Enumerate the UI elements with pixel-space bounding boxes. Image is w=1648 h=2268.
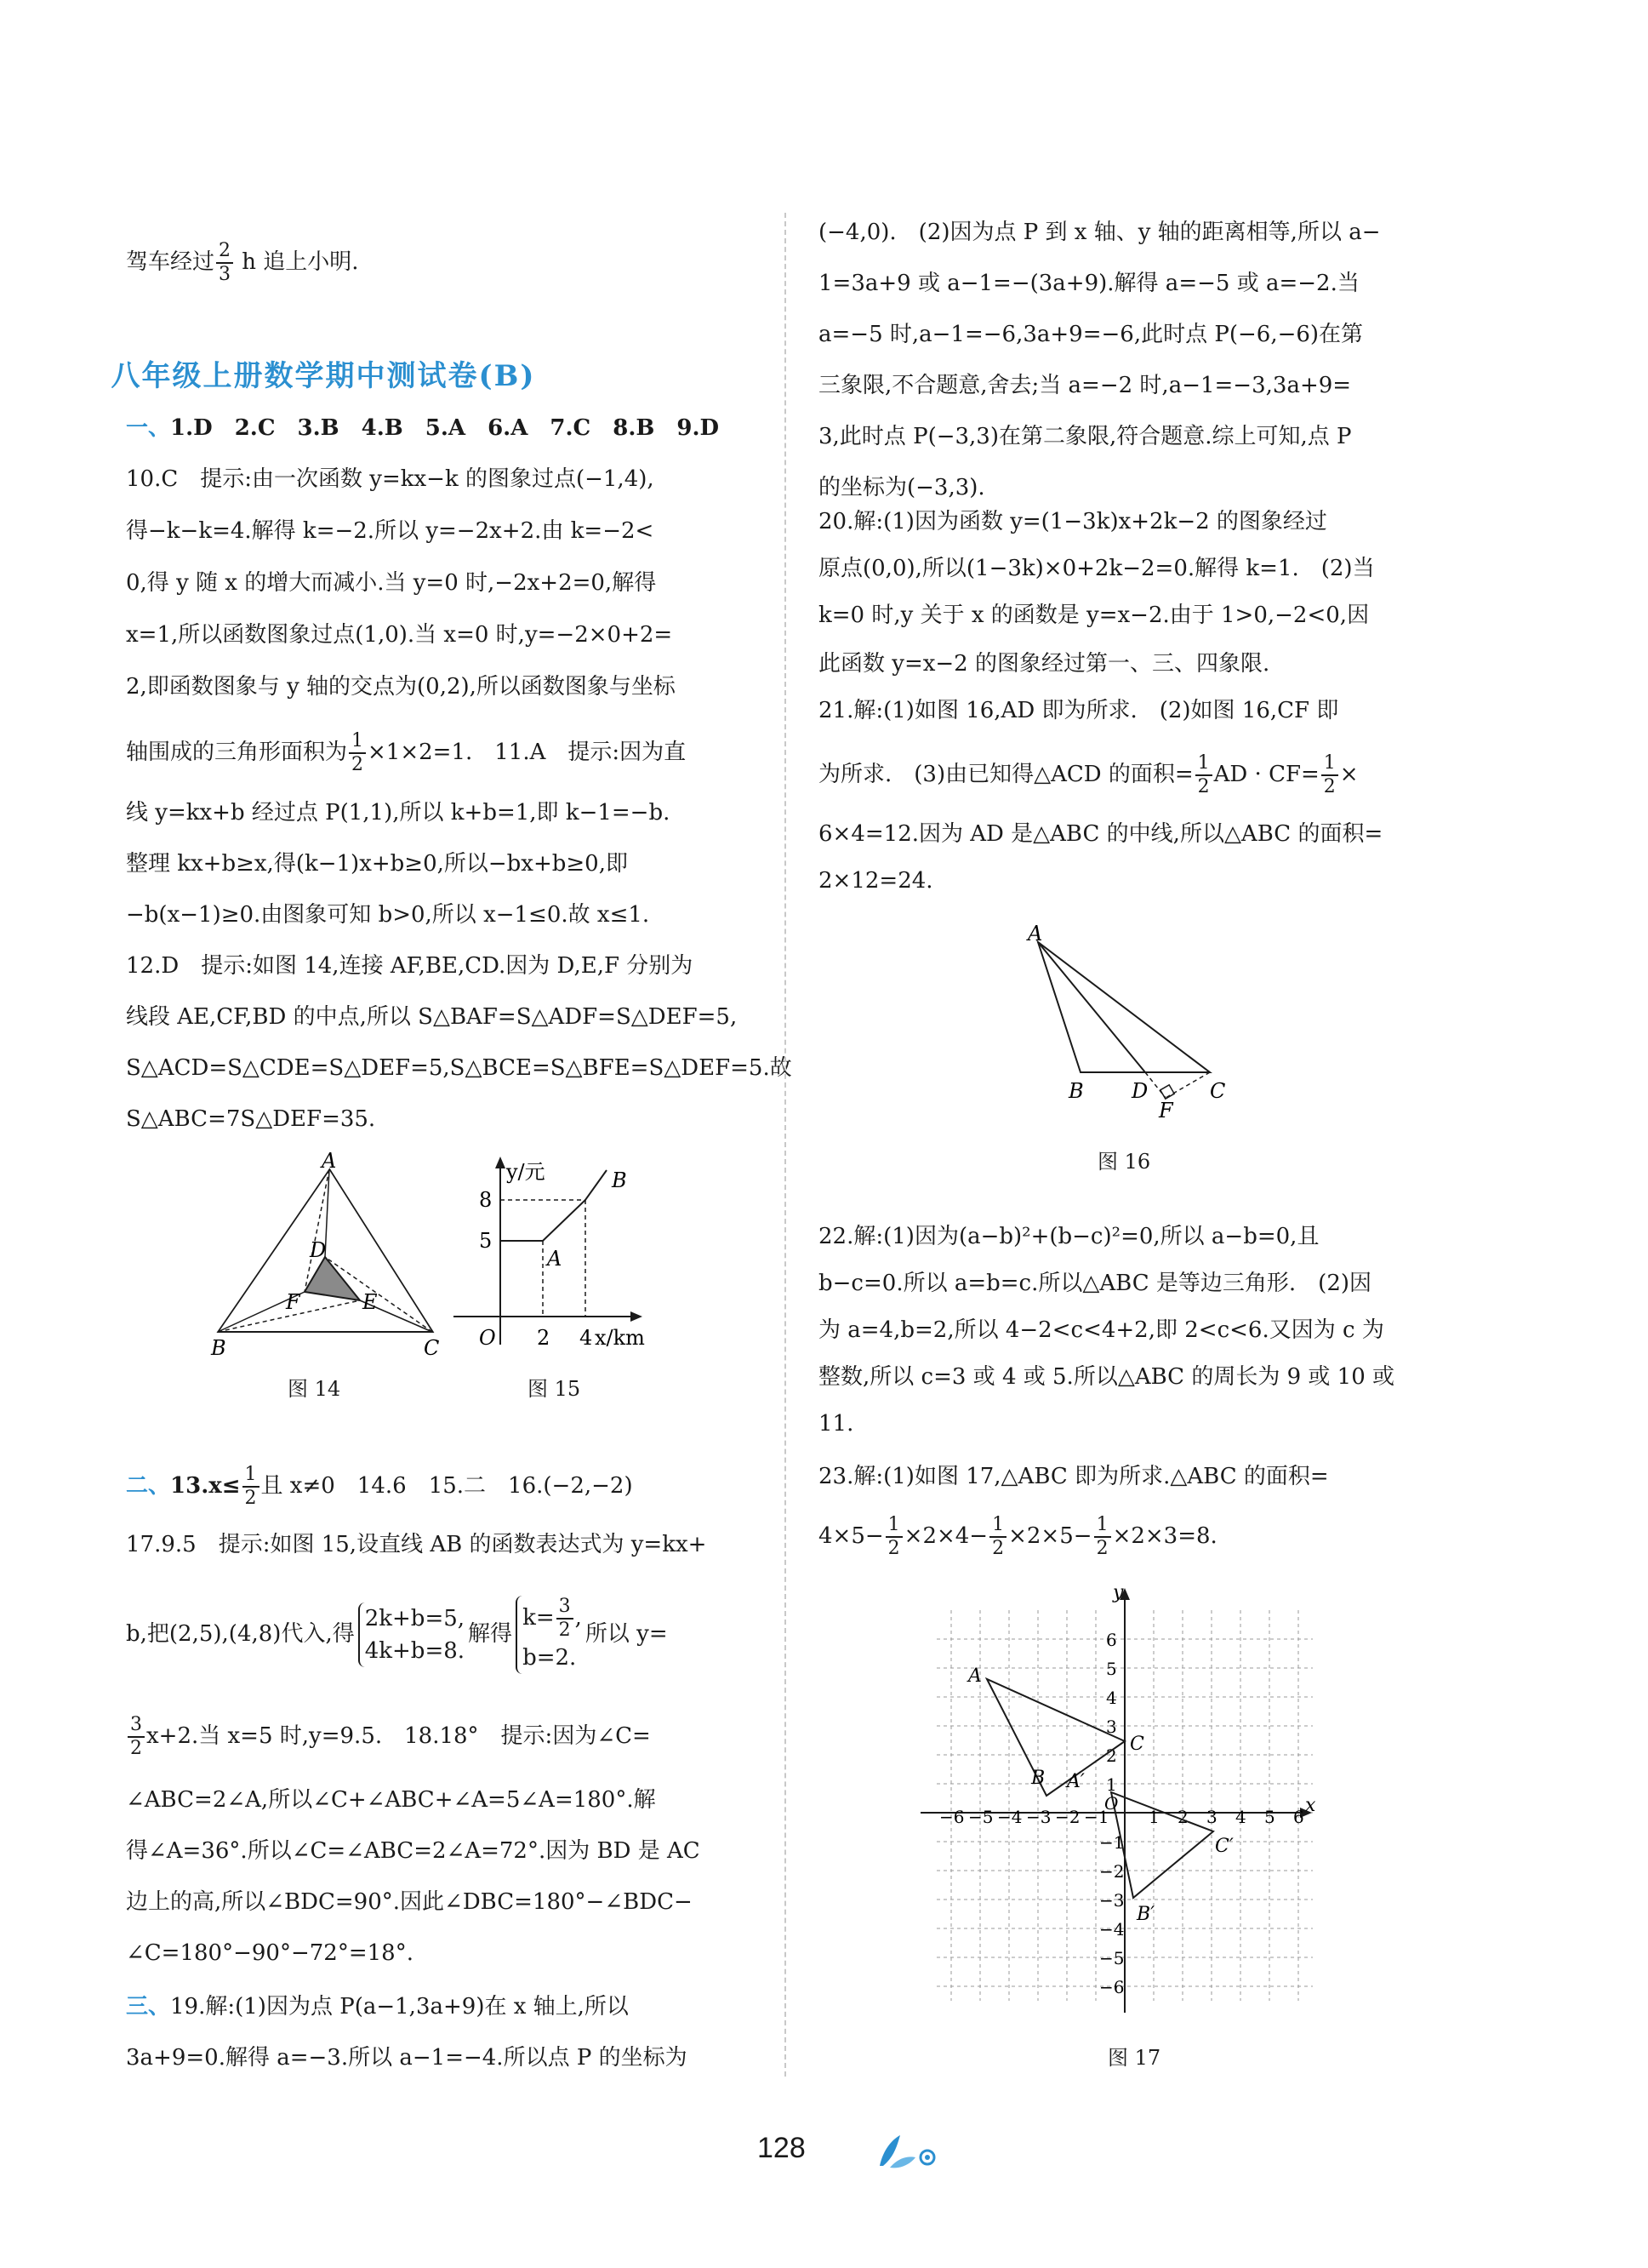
fig17-point-b: B	[1031, 1768, 1046, 1789]
fig16-label-f: F	[1159, 1099, 1173, 1123]
fig17-caption: 图 17	[1108, 2046, 1161, 2070]
right-line-5: 3,此时点 P(−3,3)在第二象限,符合题意.综上可知,点 P	[818, 424, 1352, 449]
fig14-label-c: C	[424, 1336, 440, 1360]
right-line-8: 原点(0,0),所以(1−3k)×0+2k−2=0.解得 k=1. (2)当	[818, 556, 1375, 581]
fig15-point-a: A	[547, 1247, 562, 1271]
fig15-x-axis-label: x/km	[595, 1326, 645, 1350]
right-line-7: 20.解:(1)因为函数 y=(1−3k)x+2k−2 的图象经过	[818, 509, 1327, 534]
fig17-point-c: C	[1130, 1734, 1144, 1755]
right-line-16: b−c=0.所以 a=b=c.所以△ABC 是等边三角形. (2)因	[818, 1271, 1372, 1296]
solution-system: k= $\frac{3}{2}$ , b=2.	[516, 1596, 582, 1674]
fig17-x-tick: −3	[1026, 1807, 1052, 1827]
right-line-1: (−4,0). (2)因为点 P 到 x 轴、y 轴的距离相等,所以 a−	[818, 220, 1381, 245]
right-line-3: a=−5 时,a−1=−6,3a+9=−6,此时点 P(−6,−6)在第	[818, 322, 1364, 347]
fig17-y-tick: 6	[1106, 1630, 1117, 1650]
answer-line-6: 2,即函数图象与 y 轴的交点为(0,2),所以函数图象与坐标	[126, 674, 676, 700]
fig17-y-tick: 2	[1106, 1745, 1117, 1766]
answer-line-5: x=1,所以函数图象过点(1,0).当 x=0 时,y=−2×0+2=	[126, 622, 673, 648]
right-line-17: 为 a=4,b=2,所以 4−2<c<4+2,即 2<c<6.又因为 c 为	[818, 1317, 1384, 1343]
fig17-y-axis-label: y	[1113, 1582, 1124, 1603]
fig16-label-d: D	[1132, 1079, 1149, 1103]
fig17-point-a-prime: A′	[1067, 1771, 1085, 1792]
answer-line-4: 0,得 y 随 x 的增大而减小.当 y=0 时,−2x+2=0,解得	[126, 570, 657, 596]
fig17-x-tick: 2	[1178, 1807, 1189, 1827]
fig17-y-tick: −1	[1099, 1832, 1125, 1853]
leaf-logo-icon	[875, 2132, 943, 2171]
fig15-x-tick-2: 2	[537, 1326, 550, 1350]
fig17-x-tick: −2	[1055, 1807, 1081, 1827]
fig16-label-b: B	[1069, 1079, 1084, 1103]
answer-line-7: 轴围成的三角形面积为 $\frac{1}{2}$ ×1×2=1. 11.A 提示:因为直	[126, 730, 687, 775]
right-line-15: 22.解:(1)因为(a−b)²+(b−c)²=0,所以 a−b=0,且	[818, 1224, 1320, 1249]
fig17-y-tick: 3	[1106, 1717, 1117, 1737]
fig15-origin: O	[479, 1326, 496, 1350]
fig14-label-b: B	[211, 1336, 226, 1360]
right-line-11: 21.解:(1)如图 16,AD 即为所求. (2)如图 16,CF 即	[818, 698, 1339, 723]
fig17-origin: O	[1104, 1793, 1119, 1814]
figure-14	[211, 1149, 440, 1362]
fig17-x-tick: −1	[1084, 1807, 1109, 1827]
answer-line-17: b,把(2,5),(4,8)代入,得 2k+b=5, 4k+b=8. 解得 k= $\frac{3}{2}$ , b=2. 所以 y=	[126, 1591, 751, 1677]
fig15-caption: 图 15	[527, 1377, 581, 1401]
right-line-14: 2×12=24.	[818, 868, 933, 894]
fig17-point-c-prime: C′	[1215, 1836, 1234, 1857]
fig14-caption: 图 14	[288, 1377, 341, 1401]
answer-line-1: 一、1.D 2.C 3.B 4.B 5.A 6.A 7.C 8.B 9.D	[126, 415, 720, 441]
equation-system: 2k+b=5, 4k+b=8.	[358, 1602, 465, 1667]
answer-line-16: 17.9.5 提示:如图 15,设直线 AB 的函数表达式为 y=kx+	[126, 1532, 707, 1557]
fig17-x-axis-label: x	[1305, 1795, 1316, 1816]
fig14-label-d: D	[310, 1238, 327, 1262]
section-title: 八年级上册数学期中测试卷(B)	[111, 359, 536, 393]
fig14-label-e: E	[362, 1290, 378, 1314]
answer-line-18: $\frac{3}{2}$ x+2.当 x=5 时,y=9.5. 18.18° 提示:因为∠C=	[126, 1711, 751, 1762]
fig17-x-tick: −5	[968, 1807, 994, 1827]
fig17-x-tick: 5	[1264, 1807, 1275, 1827]
page-number: 128	[757, 2132, 806, 2164]
fig15-point-b: B	[612, 1168, 627, 1192]
answer-line-22: ∠C=180°−90°−72°=18°.	[126, 1940, 413, 1966]
right-line-9: k=0 时,y 关于 x 的函数是 y=x−2.由于 1>0,−2<0,因	[818, 603, 1370, 628]
answer-line-23: 三、19.解:(1)因为点 P(a−1,3a+9)在 x 轴上,所以	[126, 1994, 629, 2019]
fig15-x-tick-4: 4	[579, 1326, 593, 1350]
column-divider	[784, 213, 786, 2077]
answer-line-9: 整理 kx+b≥x,得(k−1)x+b≥0,所以−bx+b≥0,即	[126, 851, 628, 877]
answer-line-3: 得−k−k=4.解得 k=−2.所以 y=−2x+2.由 k=−2<	[126, 518, 654, 544]
fig17-point-a: A	[968, 1665, 982, 1687]
fig17-y-tick: 5	[1106, 1659, 1117, 1679]
figure-16	[1023, 922, 1227, 1123]
fig17-y-tick: −6	[1099, 1977, 1125, 1997]
answer-line-20: 得∠A=36°.所以∠C=∠ABC=2∠A=72°.因为 BD 是 AC	[126, 1838, 700, 1864]
fig17-y-tick: 4	[1106, 1688, 1117, 1708]
right-line-18: 整数,所以 c=3 或 4 或 5.所以△ABC 的周长为 9 或 10 或	[818, 1364, 1395, 1390]
fig17-x-tick: −6	[939, 1807, 965, 1827]
fraction: $\frac{2}{3}$	[216, 240, 233, 286]
answer-line-12: 线段 AE,CF,BD 的中点,所以 S△BAF=S△ADF=S△DEF=5,	[126, 1004, 738, 1030]
fig17-y-tick: −2	[1099, 1861, 1125, 1882]
right-line-4: 三象限,不合题意,舍去;当 a=−2 时,a−1=−3,3a+9=	[818, 373, 1352, 398]
right-line-6: 的坐标为(−3,3).	[818, 475, 985, 500]
right-line-13: 6×4=12.因为 AD 是△ABC 的中线,所以△ABC 的面积=	[818, 821, 1383, 847]
answer-line-8: 线 y=kx+b 经过点 P(1,1),所以 k+b=1,即 k−1=−b.	[126, 800, 670, 826]
fig14-label-a: A	[322, 1149, 337, 1173]
right-line-21: 4×5− $\frac{1}{2}$ ×2×4− $\frac{1}{2}$ ×2×5− $\frac{1}{2}$ ×2×3=8.	[818, 1514, 1217, 1559]
figure-15	[453, 1153, 658, 1357]
fig17-x-tick: 1	[1149, 1807, 1160, 1827]
fig17-y-tick: 1	[1106, 1774, 1117, 1795]
right-line-2: 1=3a+9 或 a−1=−(3a+9).解得 a=−5 或 a=−2.当	[818, 271, 1360, 296]
fig16-label-a: A	[1028, 922, 1043, 945]
right-line-10: 此函数 y=x−2 的图象经过第一、三、四象限.	[818, 651, 1270, 677]
answer-line-2: 10.C 提示:由一次函数 y=kx−k 的图象过点(−1,4),	[126, 466, 654, 492]
answer-line-10: −b(x−1)≥0.由图象可知 b>0,所以 x−1≤0.故 x≤1.	[126, 902, 650, 928]
right-line-12: 为所求. (3)由已知得△ACD 的面积= $\frac{1}{2}$ AD · CF= $\frac{1}{2}$ ×	[818, 752, 1359, 797]
fig17-x-tick: −4	[997, 1807, 1023, 1827]
fig17-x-tick: 4	[1235, 1807, 1246, 1827]
answer-line-15: 二、13.x≤ $\frac{1}{2}$ 且 x≠0 14.6 15.二 16.(−2,−2)	[126, 1464, 633, 1509]
answer-line-21: 边上的高,所以∠BDC=90°.因此∠DBC=180°−∠BDC−	[126, 1889, 693, 1915]
fig17-x-tick: 6	[1293, 1807, 1304, 1827]
figure-17	[912, 1583, 1320, 2025]
fig17-y-tick: −3	[1099, 1890, 1125, 1911]
right-line-19: 11.	[818, 1411, 854, 1437]
fig15-y-axis-label: y/元	[506, 1160, 545, 1184]
fig17-point-b-prime: B′	[1137, 1904, 1155, 1925]
fig16-caption: 图 16	[1098, 1150, 1151, 1174]
fig15-y-tick-8: 8	[479, 1188, 493, 1212]
answer-line-11: 12.D 提示:如图 14,连接 AF,BE,CD.因为 D,E,F 分别为	[126, 953, 693, 979]
answer-line-14: S△ABC=7S△DEF=35.	[126, 1106, 376, 1132]
answer-line-13: S△ACD=S△CDE=S△DEF=5,S△BCE=S△BFE=S△DEF=5.故	[126, 1055, 792, 1081]
top-line: 驾车经过 $\frac{2}{3}$ h 追上小明.	[126, 240, 359, 285]
fig17-x-tick: 3	[1206, 1807, 1217, 1827]
fig14-label-f: F	[286, 1290, 300, 1314]
fig16-label-c: C	[1210, 1079, 1226, 1103]
fig17-y-tick: −5	[1099, 1948, 1125, 1968]
fig15-y-tick-5: 5	[479, 1229, 493, 1253]
answer-line-19: ∠ABC=2∠A,所以∠C+∠ABC+∠A=5∠A=180°.解	[126, 1787, 656, 1813]
fig17-y-tick: −4	[1099, 1919, 1125, 1940]
right-line-20: 23.解:(1)如图 17,△ABC 即为所求.△ABC 的面积=	[818, 1464, 1329, 1489]
answer-line-24: 3a+9=0.解得 a=−3.所以 a−1=−4.所以点 P 的坐标为	[126, 2045, 687, 2071]
